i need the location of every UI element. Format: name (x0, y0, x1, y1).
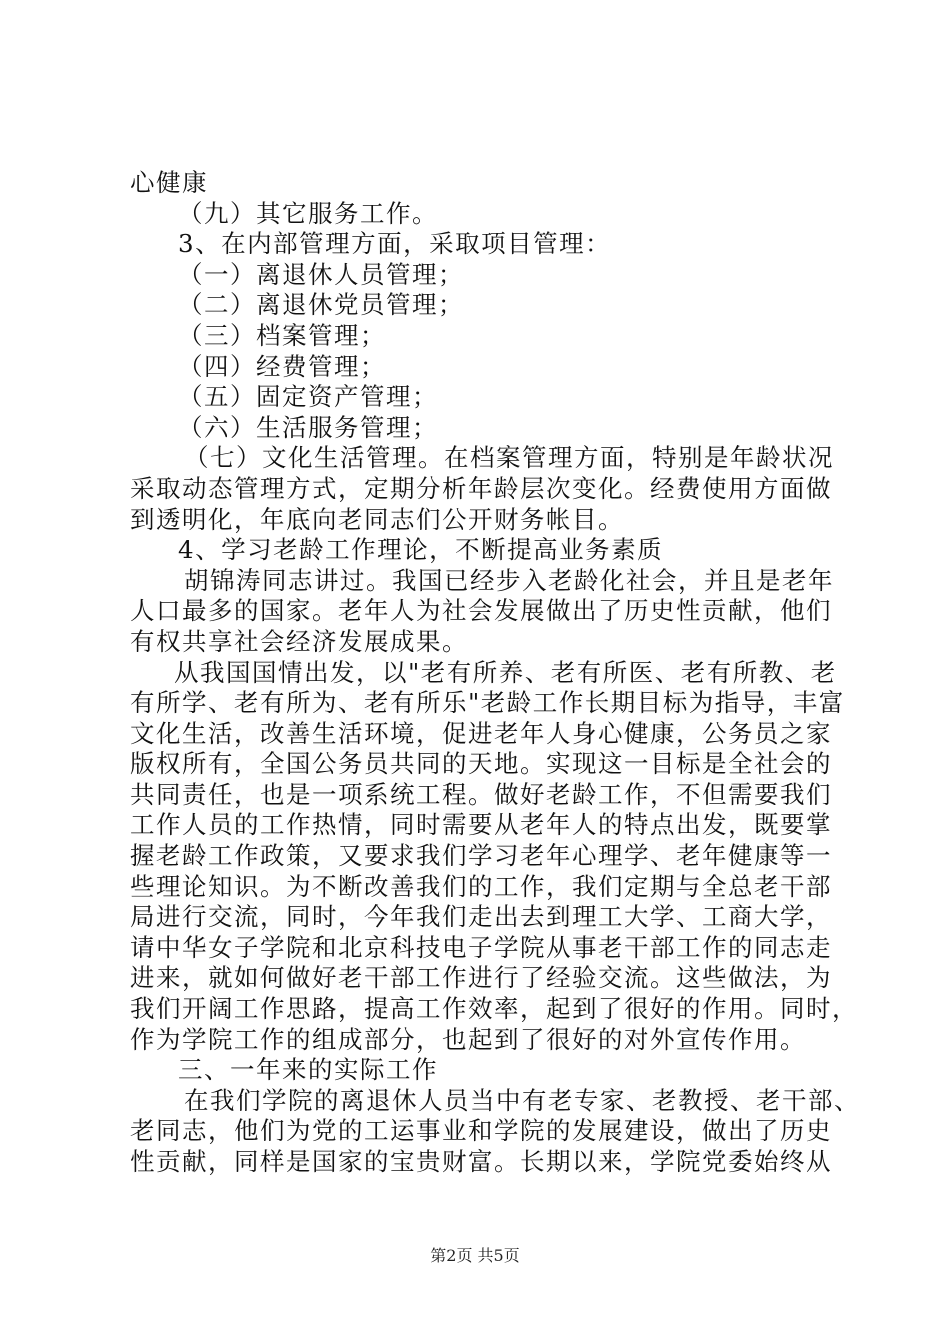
text-line: 性贡献，同样是国家的宝贵财富。长期以来，学院党委始终从 (130, 1147, 832, 1176)
text-line: （四）经费管理； (178, 351, 386, 381)
text-line: 文化生活，改善生活环境，促进老年人身心健康，公务员之家 (130, 718, 832, 748)
text-line: 人口最多的国家。老年人为社会发展做出了历史性贡献，他们 (130, 596, 832, 626)
text-line: （三）档案管理； (178, 320, 386, 350)
text-line: （二）离退休党员管理； (178, 290, 464, 320)
text-line: （六）生活服务管理； (178, 412, 438, 442)
text-line: 采取动态管理方式，定期分析年龄层次变化。经费使用方面做 (130, 473, 832, 503)
text-line: 些理论知识。为不断改善我们的工作，我们定期与全总老干部 (130, 871, 832, 901)
text-line: 心健康 (130, 168, 208, 197)
page-footer: 第2页 共5页 (430, 1246, 520, 1265)
text-line: 从我国国情出发，以"老有所养、老有所医、老有所教、老 (174, 657, 837, 687)
text-line: （五）固定资产管理； (178, 382, 438, 412)
text-line: 三、一年来的实际工作 (178, 1055, 438, 1085)
text-line: 胡锦涛同志讲过。我国已经步入老龄化社会，并且是老年 (184, 565, 834, 595)
body-text (130, 168, 860, 1178)
text-line: 有所学、老有所为、老有所乐"老龄工作长期目标为指导，丰富 (130, 688, 845, 718)
text-line: 作为学院工作的组成部分，也起到了很好的对外宣传作用。 (130, 1024, 806, 1054)
text-line: 有权共享社会经济发展成果。 (130, 626, 468, 656)
text-line: 请中华女子学院和北京科技电子学院从事老干部工作的同志走 (130, 932, 832, 962)
text-line: 我们开阔工作思路，提高工作效率，起到了很好的作用。同时， (130, 994, 858, 1024)
text-line: 4、学习老龄工作理论，不断提高业务素质 (178, 535, 664, 565)
text-line: 版权所有，全国公务员共同的天地。实现这一目标是全社会的 (130, 749, 832, 779)
text-line: 进来，就如何做好老干部工作进行了经验交流。这些做法，为 (130, 963, 832, 993)
text-line: 3、在内部管理方面，采取项目管理： (178, 229, 612, 259)
text-line: （一）离退休人员管理； (178, 259, 464, 289)
text-line: 共同责任，也是一项系统工程。做好老龄工作，不但需要我们 (130, 779, 832, 809)
text-line: （七）文化生活管理。在档案管理方面，特别是年龄状况 (184, 443, 834, 473)
text-line: 握老龄工作政策，又要求我们学习老年心理学、老年健康等一 (130, 841, 832, 871)
text-line: 到透明化，年底向老同志们公开财务帐目。 (130, 504, 624, 534)
text-line: 工作人员的工作热情，同时需要从老年人的特点出发，既要掌 (130, 810, 832, 840)
text-line: 在我们学院的离退休人员当中有老专家、老教授、老干部、 (184, 1085, 860, 1115)
text-line: 局进行交流，同时，今年我们走出去到理工大学、工商大学， (130, 902, 832, 932)
text-line: （九）其它服务工作。 (178, 198, 438, 228)
text-line: 老同志，他们为党的工运事业和学院的发展建设，做出了历史 (130, 1116, 832, 1146)
